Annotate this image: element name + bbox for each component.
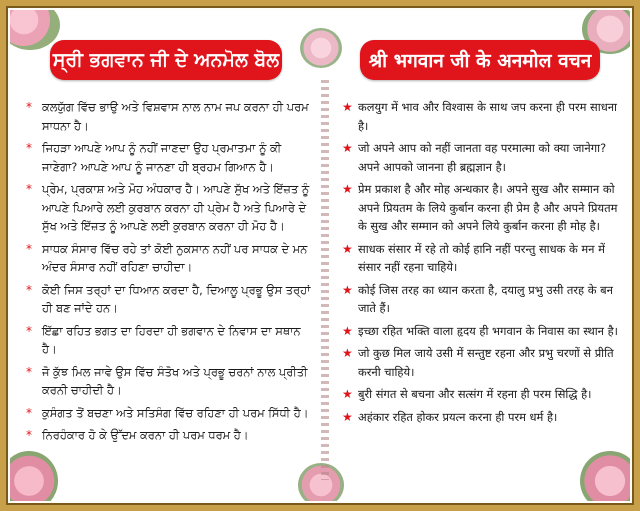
- quote-text: ਕਲਯੁੱਗ ਵਿੱਚ ਭਾਉ ਅਤੇ ਵਿਸ਼ਵਾਸ ਨਾਲ ਨਾਮ ਜਪ ਕਰਨਾ ਹੀ ਪਰਮ ਸਾਧਨਾ ਹੈ।: [42, 100, 309, 133]
- quote-text: ਪ੍ਰੇਮ, ਪ੍ਰਕਾਸ਼ ਅਤੇ ਮੋਹ ਅੰਧਕਾਰ ਹੈ। ਆਪਣੇ ਸੁੱਖ ਅਤੇ ਇੱਜ਼ਤ ਨੂੰ ਆਪਣੇ ਪਿਆਰੇ ਲਈ ਕੁਰਬਾਨ ਕਰਨਾ ਹੀ ਪ੍ਰੇਮ ਹੈ ਅਤੇ ਪਿਆਰੇ ਦੇ ਸੁੱਖ ਅਤੇ ਇੱਜ਼ਤ ਨੂੰ ਆਪਣੇ ਲਈ ਕੁਰਬਾਨ ਕਰਨਾ ਹੀ ਮੋਹ ਹੈ।: [42, 182, 310, 233]
- list-item: [24, 426, 314, 445]
- list-item: [24, 281, 314, 318]
- star-bullet-icon: ★: [342, 100, 353, 114]
- list-item: [24, 180, 314, 236]
- hindi-title-banner: [360, 40, 600, 80]
- list-item: [340, 139, 620, 176]
- quote-text: अहंकार रहित होकर प्रयत्न करना ही परम धर्म है।: [358, 409, 558, 424]
- quote-text: जो कुछ मिल जाये उसी में सन्तुष्ट रहना और प्रभु चरणों से प्रीति करनी चाहिये।: [358, 346, 614, 379]
- flower-decoration-icon: [10, 451, 58, 501]
- bullet-icon: *: [26, 323, 32, 338]
- quote-text: ਕੁਸੰਗਤ ਤੋਂ ਬਚਣਾ ਅਤੇ ਸਤਿਸੰਗ ਵਿੱਚ ਰਹਿਣਾ ਹੀ ਪਰਮ ਸਿੱਧੀ ਹੈ।: [42, 405, 309, 420]
- bullet-icon: *: [26, 282, 32, 297]
- bullet-icon: *: [26, 141, 32, 155]
- hindi-quotes-list: [340, 98, 620, 430]
- bullet-icon: *: [26, 182, 32, 196]
- list-item: [340, 408, 620, 427]
- bullet-icon: *: [26, 428, 32, 442]
- list-item: [24, 98, 314, 135]
- quote-text: ਇੱਛਾ ਰਹਿਤ ਭਗਤ ਦਾ ਹਿਰਦਾ ਹੀ ਭਗਵਾਨ ਦੇ ਨਿਵਾਸ ਦਾ ਸਥਾਨ ਹੈ।: [42, 323, 301, 356]
- list-item: [340, 344, 620, 381]
- quote-text: ਜੋ ਕੁੱਝ ਮਿਲ ਜਾਵੇ ਉਸ ਵਿੱਚ ਸੰਤੋਖ ਅਤੇ ਪ੍ਰਭੂ ਚਰਨਾਂ ਨਾਲ ਪ੍ਰੀਤੀ ਕਰਨੀ ਚਾਹੀਦੀ ਹੈ।: [42, 364, 308, 397]
- star-bullet-icon: ★: [342, 141, 353, 155]
- list-item: [24, 240, 314, 277]
- bullet-icon: *: [26, 241, 32, 256]
- star-bullet-icon: ★: [342, 409, 353, 424]
- quote-text: इच्छा रहित भक्ति वाला हृदय ही भगवान के निवास का स्थान है।: [358, 323, 618, 338]
- bullet-icon: *: [26, 364, 32, 379]
- list-item: [340, 322, 620, 341]
- quote-text: ਨਿਰਹੰਕਾਰ ਹੋ ਕੇ ਉੱਦਮ ਕਰਨਾ ਹੀ ਪਰਮ ਧਰਮ ਹੈ।: [42, 428, 249, 442]
- list-item: [340, 180, 620, 236]
- quote-text: बुरी संगत से बचना और सत्संग में रहना ही परम सिद्धि है।: [358, 387, 592, 401]
- star-bullet-icon: ★: [342, 387, 353, 401]
- list-item: [340, 240, 620, 277]
- star-bullet-icon: ★: [342, 182, 353, 196]
- list-item: [340, 98, 620, 135]
- punjabi-quotes-list: [24, 98, 314, 449]
- poster: [10, 10, 630, 501]
- star-bullet-icon: ★: [342, 282, 353, 297]
- quote-text: जो अपने आप को नहीं जानता वह परमात्मा को क्या जानेगा? अपने आपको जानना ही ब्रह्मज्ञान है।: [358, 141, 607, 174]
- list-item: [340, 385, 620, 404]
- punjabi-title-banner: [50, 40, 282, 80]
- flower-decoration-icon: [580, 451, 630, 501]
- bullet-icon: *: [26, 405, 32, 420]
- list-item: [24, 363, 314, 400]
- center-divider: [321, 80, 329, 480]
- quote-text: प्रेम प्रकाश है और मोह अन्धकार है। अपने सुख और सम्मान को अपने प्रियतम के लिये कुर्बान करना ही प्रेम है और अपने प्रियतम के सुख और सम्मान को अपने लिये कुर्बान करना ही मोह है।: [358, 182, 618, 233]
- quote-text: ਸਾਧਕ ਸੰਸਾਰ ਵਿੱਚ ਰਹੇ ਤਾਂ ਕੋਈ ਨੁਕਸਾਨ ਨਹੀਂ ਪਰ ਸਾਧਕ ਦੇ ਮਨ ਅੰਦਰ ਸੰਸਾਰ ਨਹੀਂ ਰਹਿਣਾ ਚਾਹੀਦਾ।: [42, 241, 308, 274]
- quote-text: ਕੋਈ ਜਿਸ ਤਰ੍ਹਾਂ ਦਾ ਧਿਆਨ ਕਰਦਾ ਹੈ, ਦਿਆਲੂ ਪ੍ਰਭੂ ਉਸ ਤਰ੍ਹਾਂ ਹੀ ਬਣ ਜਾਂਦੇ ਹਨ।: [42, 282, 311, 315]
- star-bullet-icon: ★: [342, 323, 353, 338]
- quote-text: कोई जिस तरह का ध्यान करता है, दयालु प्रभु उसी तरह के बन जाते हैं।: [358, 282, 613, 315]
- punjabi-title: ਸ੍ਰੀ ਭਗਵਾਨ ਜੀ ਦੇ ਅਨਮੋਲ ਬੋਲ: [52, 49, 280, 71]
- flower-decoration-icon: [300, 28, 342, 68]
- hindi-title: श्री भगवान जी के अनमोल वचन: [368, 50, 592, 72]
- quote-text: साधक संसार में रहे तो कोई हानि नहीं परन्तु साधक के मन में संसार नहीं रहना चाहिये।: [358, 241, 605, 274]
- quote-text: कलयुग में भाव और विश्वास के साथ जप करना ही परम साधना है।: [358, 100, 617, 133]
- bullet-icon: *: [26, 100, 32, 114]
- quote-text: ਜਿਹੜਾ ਆਪਣੇ ਆਪ ਨੂੰ ਨਹੀਂ ਜਾਣਦਾ ਉਹ ਪ੍ਰਮਾਤਮਾ ਨੂੰ ਕੀ ਜਾਣੇਗਾ? ਆਪਣੇ ਆਪ ਨੂੰ ਜਾਨਣਾ ਹੀ ਬ੍ਰਹਮ ਗਿਆਨ ਹੈ।: [42, 141, 282, 174]
- star-bullet-icon: ★: [342, 346, 353, 360]
- list-item: [24, 404, 314, 423]
- list-item: [24, 322, 314, 359]
- list-item: [24, 139, 314, 176]
- star-bullet-icon: ★: [342, 241, 353, 256]
- list-item: [340, 281, 620, 318]
